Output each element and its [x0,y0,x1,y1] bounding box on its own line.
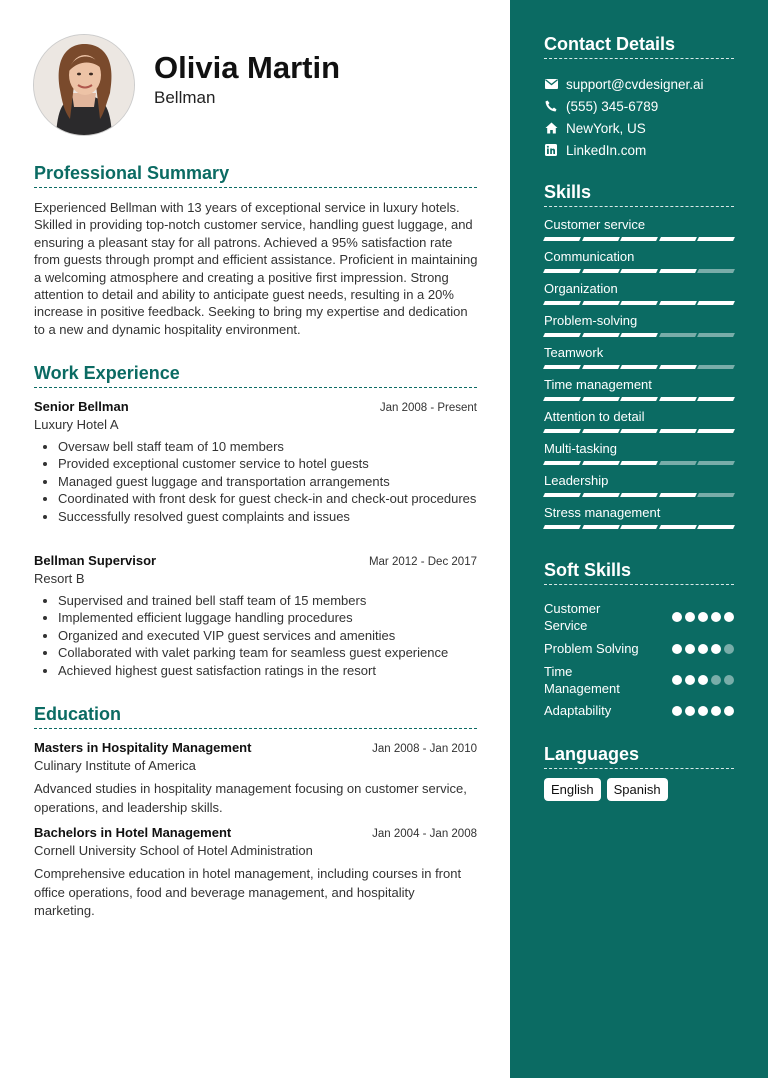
skill-item [544,313,734,345]
job-bullet: • Organized and executed VIP guest services and amenities [58,627,477,644]
job-bullet: • Coordinated with front desk for guest check-in and check-out procedures [58,490,477,507]
skill-rating-segment [543,237,580,241]
job-bullet: • Oversaw bell staff team of 10 members [58,438,477,455]
rating-dot [672,706,682,716]
skill-rating-segment [543,525,580,529]
rating-dot [685,706,695,716]
skill-item [544,281,734,313]
job-title: Senior Bellman [34,399,129,414]
skill-item [544,345,734,377]
job-bullet: • Implemented efficient luggage handling procedures [58,609,477,626]
rating-dot [698,612,708,622]
skill-rating-segment [659,429,696,433]
skill-item [544,377,734,409]
contact-location [544,117,744,139]
skill-rating-segment [620,525,657,529]
skill-rating [544,269,734,273]
contact-email-text: support@cvdesigner.ai [566,76,704,92]
skill-rating-segment [543,429,580,433]
skill-rating-segment [620,237,657,241]
education-date: Jan 2008 - Jan 2010 [372,743,477,755]
contact-list [544,73,744,161]
skill-name: Organization [544,281,618,296]
skill-rating-segment [582,493,619,497]
skill-rating-segment [659,493,696,497]
profile-photo [33,34,135,136]
section-title-skills: Skills [544,182,734,207]
rating-dot [711,675,721,685]
skill-rating [544,429,734,433]
job-date: Jan 2008 - Present [379,402,477,414]
soft-skill-item [544,638,734,660]
languages-list [544,778,668,801]
soft-skill-item [544,596,734,638]
education-entry [34,740,477,817]
skill-rating-segment [543,365,580,369]
skill-rating-segment [659,365,696,369]
section-title-soft-skills: Soft Skills [544,560,734,585]
job-bullet: • Managed guest luggage and transportation arrangements [58,473,477,490]
rating-dot [711,706,721,716]
soft-skill-rating [672,612,734,622]
rating-dot [698,644,708,654]
rating-dot [698,675,708,685]
soft-skill-name: Customer Service [544,600,601,633]
job-bullet: • Provided exceptional customer service to hotel guests [58,455,477,472]
skill-rating-segment [659,237,696,241]
section-title-languages: Languages [544,744,734,769]
rating-dot [685,612,695,622]
skill-rating-segment [543,333,580,337]
skill-rating-segment [697,525,734,529]
skill-rating-segment [582,333,619,337]
soft-skill-rating [672,706,734,716]
contact-phone[interactable] [544,95,744,117]
skill-rating-segment [620,301,657,305]
skill-rating-segment [582,461,619,465]
skill-name: Teamwork [544,345,604,360]
skill-rating-segment [659,333,696,337]
skills-list [544,217,734,537]
skill-rating-segment [620,493,657,497]
degree-title: Masters in Hospitality Management [34,740,252,755]
education-description: Advanced studies in hospitality management focusing on customer service, operations, and leadership skills. [34,781,467,815]
job-bullet: • Supervised and trained bell staff team of 15 members [58,592,477,609]
skill-rating [544,397,734,401]
skill-rating-segment [659,397,696,401]
section-title-work: Work Experience [34,363,477,388]
candidate-name: Olivia Martin [154,50,341,85]
job-title: Bellman Supervisor [34,553,157,568]
skill-rating-segment [697,237,734,241]
skill-rating-segment [659,269,696,273]
job-bullet: • Successfully resolved guest complaints and issues [58,508,477,525]
rating-dot [724,675,734,685]
skill-rating [544,237,734,241]
envelope-icon [544,77,558,91]
rating-dot [698,706,708,716]
skill-rating-segment [697,461,734,465]
skill-rating-segment [620,269,657,273]
skill-rating [544,461,734,465]
skill-rating-segment [620,429,657,433]
skill-rating-segment [543,269,580,273]
job-company: Resort B [34,571,85,586]
skill-rating [544,525,734,529]
sidebar [510,0,768,1078]
section-title-contact: Contact Details [544,34,734,59]
skill-rating-segment [620,333,657,337]
skill-rating-segment [582,365,619,369]
job-entry [34,553,477,679]
skill-rating-segment [543,397,580,401]
skill-name: Attention to detail [544,409,645,424]
skill-name: Leadership [544,473,609,488]
skill-rating-segment [543,461,580,465]
skill-rating-segment [697,333,734,337]
skill-name: Communication [544,249,635,264]
job-bullets [34,592,477,679]
avatar-portrait [34,35,134,135]
skill-rating [544,301,734,305]
skill-item [544,441,734,473]
language-tag: English [544,778,601,801]
rating-dot [711,644,721,654]
section-title-summary: Professional Summary [34,163,477,188]
soft-skill-name: Time Management [544,663,620,696]
skill-name: Customer service [544,217,646,232]
skill-rating-segment [582,429,619,433]
skill-item [544,249,734,281]
rating-dot [685,644,695,654]
skill-rating-segment [620,461,657,465]
skill-rating-segment [620,397,657,401]
skill-name: Stress management [544,505,661,520]
skill-name: Multi-tasking [544,441,617,456]
skill-rating-segment [659,525,696,529]
education-date: Jan 2004 - Jan 2008 [372,828,477,840]
rating-dot [672,675,682,685]
job-bullet: • Collaborated with valet parking team for seamless guest experience [58,644,477,661]
skill-rating-segment [697,365,734,369]
candidate-title: Bellman [154,88,216,107]
skill-rating-segment [582,269,619,273]
skill-rating-segment [659,301,696,305]
education-description: Comprehensive education in hotel management, including courses in front office operations, food and beverage management, and hospitality marketing. [34,866,462,918]
contact-linkedin-text: LinkedIn.com [566,142,647,158]
phone-icon [544,99,558,113]
skill-rating-segment [582,301,619,305]
skill-rating [544,333,734,337]
skill-rating-segment [582,525,619,529]
rating-dot [724,706,734,716]
skill-rating-segment [582,397,619,401]
contact-phone-text: (555) 345-6789 [566,98,659,114]
skill-rating-segment [697,269,734,273]
soft-skill-name: Problem Solving [544,641,639,657]
rating-dot [724,644,734,654]
skill-rating-segment [582,237,619,241]
job-bullets [34,438,477,525]
language-tag: Spanish [607,778,668,801]
section-title-education: Education [34,704,477,729]
skill-item [544,409,734,441]
soft-skill-name: Adaptability [544,703,612,719]
skill-item [544,217,734,249]
skill-rating-segment [620,365,657,369]
contact-location-text: NewYork, US [566,120,646,136]
rating-dot [724,612,734,622]
skill-rating [544,365,734,369]
school-name: Culinary Institute of America [34,758,196,773]
soft-skill-item [544,700,734,722]
school-name: Cornell University School of Hotel Administration [34,843,313,858]
skill-rating-segment [543,493,580,497]
skill-rating-segment [543,301,580,305]
skill-rating-segment [697,429,734,433]
job-date: Mar 2012 - Dec 2017 [368,556,477,568]
soft-skill-item [544,660,734,700]
summary-text: Experienced Bellman with 13 years of exceptional service in luxury hotels. Skilled in providing top-notch customer service, handling guest luggage, and ensuring a pleasant stay for all patrons. Achieved a 95% satisfaction rate from guests through prompt and efficient assistance. Proficient in maintaining a welcoming atmosphere and creating a positive first impression. Strong attention to detail and ability to anticipate guest needs, resulting in a 20% increase in positive feedback. Seeking to bring my expertise and dedication to a new and dynamic hospitality environment. [34,200,478,337]
skill-name: Time management [544,377,652,392]
soft-skill-rating [672,644,734,654]
skill-rating-segment [697,301,734,305]
skill-rating-segment [697,493,734,497]
rating-dot [672,644,682,654]
skill-rating-segment [697,397,734,401]
soft-skills-list [544,596,734,722]
contact-linkedin[interactable] [544,139,744,161]
rating-dot [672,612,682,622]
skill-name: Problem-solving [544,313,638,328]
degree-title: Bachelors in Hotel Management [34,825,232,840]
job-company: Luxury Hotel A [34,417,119,432]
contact-email[interactable] [544,73,744,95]
soft-skill-rating [672,675,734,685]
home-icon [544,121,558,135]
skill-item [544,505,734,537]
skill-rating [544,493,734,497]
skill-item [544,473,734,505]
skill-rating-segment [659,461,696,465]
education-entry [34,825,477,921]
rating-dot [711,612,721,622]
linkedin-icon [544,143,558,157]
job-bullet: • Achieved highest guest satisfaction ratings in the resort [58,662,477,679]
rating-dot [685,675,695,685]
job-entry [34,399,477,525]
